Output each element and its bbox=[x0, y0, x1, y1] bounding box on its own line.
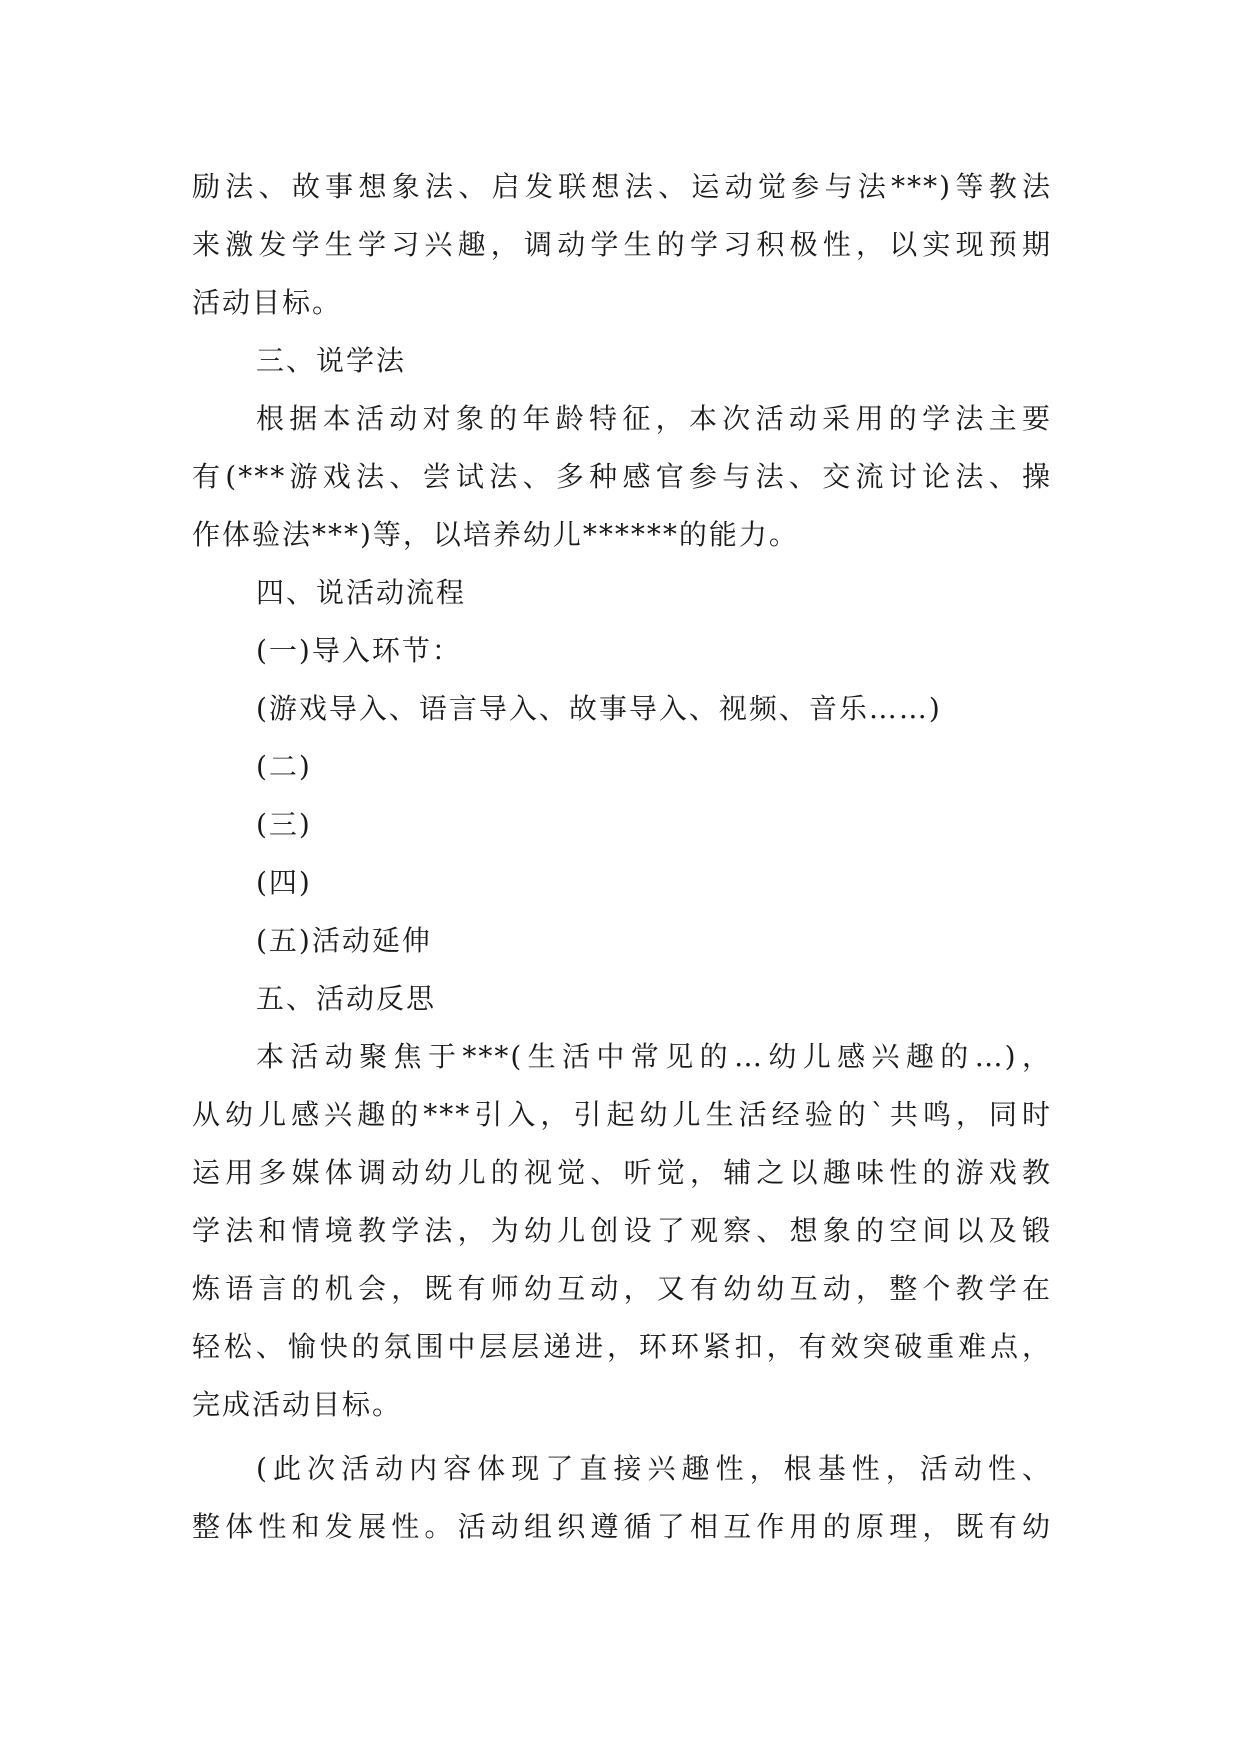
list-item: (二) bbox=[256, 750, 312, 783]
body-text-line: 轻松、愉快的氛围中层层递进，环环紧扣，有效突破重难点， bbox=[192, 1330, 1052, 1363]
section-heading-study-methods: 三、说学法 bbox=[256, 344, 407, 377]
body-text-line: (此次活动内容体现了直接兴趣性，根基性，活动性、 bbox=[256, 1452, 1052, 1485]
list-item: (五)活动延伸 bbox=[256, 924, 432, 957]
body-text-line: 炼语言的机会，既有师幼互动，又有幼幼互动，整个教学在 bbox=[192, 1272, 1052, 1305]
body-text-line: 整体性和发展性。活动组织遵循了相互作用的原理，既有幼 bbox=[192, 1510, 1052, 1543]
body-text-line: 从幼儿感兴趣的***引入，引起幼儿生活经验的`共鸣，同时 bbox=[192, 1098, 1052, 1131]
list-item: (三) bbox=[256, 808, 312, 841]
document-body bbox=[192, 158, 1052, 1556]
body-text-line: 作体验法***)等，以培养幼儿******的能力。 bbox=[192, 518, 799, 551]
body-text-line: 励法、故事想象法、启发联想法、运动觉参与法***)等教法 bbox=[192, 170, 1052, 203]
body-text-line: 来激发学生学习兴趣，调动学生的学习积极性，以实现预期 bbox=[192, 228, 1052, 261]
body-text-line: 本活动聚焦于***(生活中常见的…幼儿感兴趣的…)， bbox=[256, 1040, 1052, 1073]
section-heading-activity-flow: 四、说活动流程 bbox=[256, 576, 467, 609]
body-text-line: 完成活动目标。 bbox=[192, 1388, 403, 1421]
section-heading-reflection: 五、活动反思 bbox=[256, 982, 437, 1015]
body-text-line: 运用多媒体调动幼儿的视觉、听觉，辅之以趣味性的游戏教 bbox=[192, 1156, 1052, 1189]
body-text-line: 有(***游戏法、尝试法、多种感官参与法、交流讨论法、操 bbox=[192, 460, 1052, 493]
list-item: (四) bbox=[256, 866, 312, 899]
body-text-line: 学法和情境教学法，为幼儿创设了观察、想象的空间以及锻 bbox=[192, 1214, 1052, 1247]
subheading-intro: (一)导入环节： bbox=[256, 634, 462, 667]
body-text-line: (游戏导入、语言导入、故事导入、视频、音乐……) bbox=[256, 692, 942, 725]
body-text-line: 根据本活动对象的年龄特征，本次活动采用的学法主要 bbox=[256, 402, 1052, 435]
body-text-line: 活动目标。 bbox=[192, 286, 343, 319]
